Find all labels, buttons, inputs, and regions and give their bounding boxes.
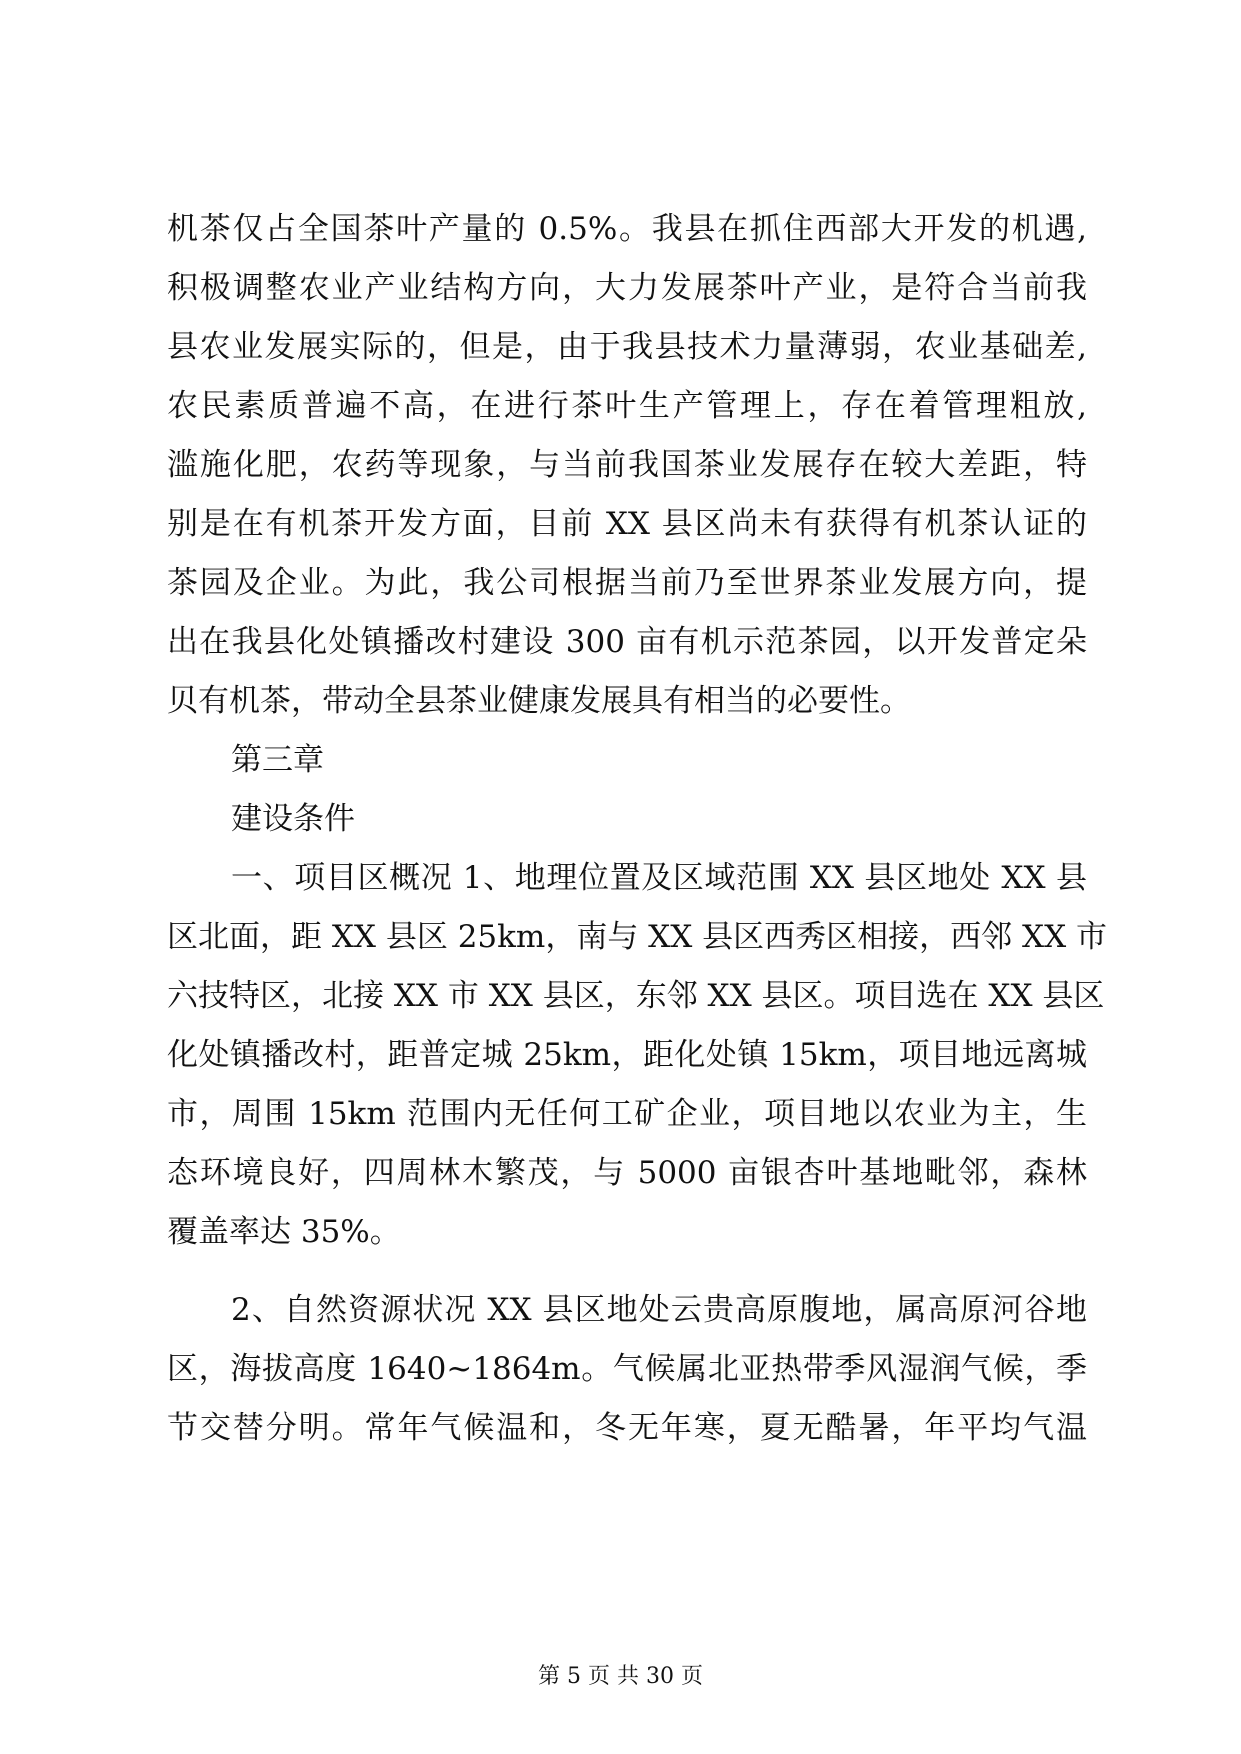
paragraph-gap [167,1262,1087,1281]
text-line: 市，周围 15km 范围内无任何工矿企业，项目地以农业为主，生 [167,1096,1087,1132]
text-line: 茶园及企业。为此，我公司根据当前乃至世界茶业发展方向，提 [167,565,1087,601]
text-line: 机茶仅占全国茶叶产量的 0.5%。我县在抓住西部大开发的机遇, [167,211,1087,247]
text-line: 农民素质普遍不高，在进行茶叶生产管理上，存在着管理粗放, [167,388,1087,424]
text-line: 县农业发展实际的，但是，由于我县技术力量薄弱，农业基础差, [167,329,1087,365]
text-line: 节交替分明。常年气候温和，冬无年寒，夏无酷暑，年平均气温 [167,1410,1087,1446]
section-heading: 建设条件 [231,801,355,837]
text-line: 区北面，距 XX 县区 25km，南与 XX 县区西秀区相接，西邻 XX 市 [167,919,1108,955]
text-line: 一、项目区概况 1、地理位置及区域范围 XX 县区地处 XX 县 [231,860,1087,896]
text-line: 覆盖率达 35%。 [167,1214,401,1250]
page-number-footer: 第 5 页 共 30 页 [538,1664,703,1689]
text-line: 六技特区，北接 XX 市 XX 县区，东邻 XX 县区。项目选在 XX 县区 [167,978,1105,1014]
text-line: 2、自然资源状况 XX 县区地处云贵高原腹地，属高原河谷地 [231,1292,1087,1328]
body-text [167,200,1108,1458]
text-line: 态环境良好，四周林木繁茂，与 5000 亩银杏叶基地毗邻，森林 [167,1155,1087,1191]
text-line: 别是在有机茶开发方面，目前 XX 县区尚未有获得有机茶认证的 [167,506,1087,542]
text-line: 积极调整农业产业结构方向，大力发展茶叶产业，是符合当前我 [167,270,1087,306]
chapter-heading: 第三章 [231,742,324,778]
text-line: 区，海拔高度 1640~1864m。气候属北亚热带季风湿润气候，季 [167,1351,1087,1387]
text-line: 化处镇播改村，距普定城 25km，距化处镇 15km，项目地远离城 [167,1037,1087,1073]
text-line: 出在我县化处镇播改村建设 300 亩有机示范茶园，以开发普定朵 [167,624,1087,660]
text-line: 贝有机茶，带动全县茶业健康发展具有相当的必要性。 [167,683,911,719]
text-line: 滥施化肥，农药等现象，与当前我国茶业发展存在较大差距，特 [167,447,1087,483]
